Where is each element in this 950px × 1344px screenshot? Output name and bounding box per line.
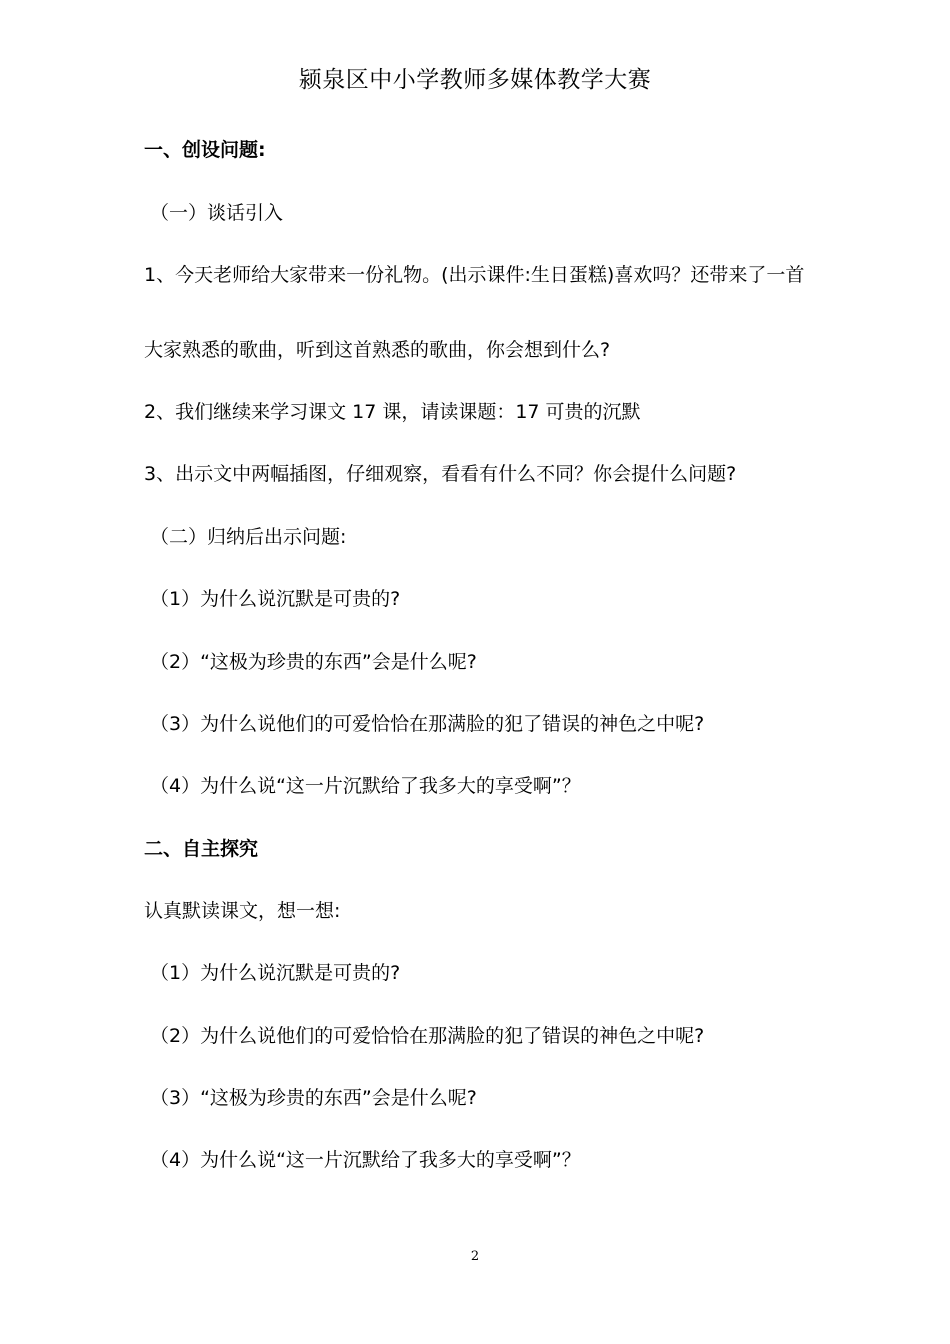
exploration-intro: 认真默读课文，想一想: xyxy=(144,900,341,922)
subheading-summarized-questions: （二）归纳后出示问题: xyxy=(150,526,347,548)
exploration-question-1: （1）为什么说沉默是可贵的? xyxy=(150,962,401,984)
question-2: （2）“这极为珍贵的东西”会是什么呢? xyxy=(150,651,477,673)
paragraph-item-1-line-2: 大家熟悉的歌曲，听到这首熟悉的歌曲，你会想到什么? xyxy=(144,339,611,361)
question-4: （4）为什么说“这一片沉默给了我多大的享受啊”？ xyxy=(150,775,581,797)
paragraph-item-1-line-1: 1、今天老师给大家带来一份礼物。(出示课件:生日蛋糕)喜欢吗？还带来了一首 xyxy=(144,264,805,286)
page-title: 颍泉区中小学教师多媒体教学大赛 xyxy=(298,67,652,93)
subheading-conversation-intro: （一）谈话引入 xyxy=(150,202,284,224)
page-number: 2 xyxy=(470,1249,480,1264)
exploration-question-4: （4）为什么说“这一片沉默给了我多大的享受啊”？ xyxy=(150,1149,581,1171)
question-3: （3）为什么说他们的可爱恰恰在那满脸的犯了错误的神色之中呢? xyxy=(150,713,705,735)
exploration-question-2: （2）为什么说他们的可爱恰恰在那满脸的犯了错误的神色之中呢? xyxy=(150,1025,705,1047)
section-heading-independent-exploration: 二、自主探究 xyxy=(144,838,259,860)
paragraph-item-2: 2、我们继续来学习课文 17 课，请读课题：17 可贵的沉默 xyxy=(144,401,641,423)
paragraph-item-3: 3、出示文中两幅插图，仔细观察，看看有什么不同？你会提什么问题? xyxy=(144,463,737,485)
exploration-question-3: （3）“这极为珍贵的东西”会是什么呢? xyxy=(150,1087,477,1109)
question-1: （1）为什么说沉默是可贵的? xyxy=(150,588,401,610)
section-heading-create-questions: 一、创设问题: xyxy=(144,139,266,161)
